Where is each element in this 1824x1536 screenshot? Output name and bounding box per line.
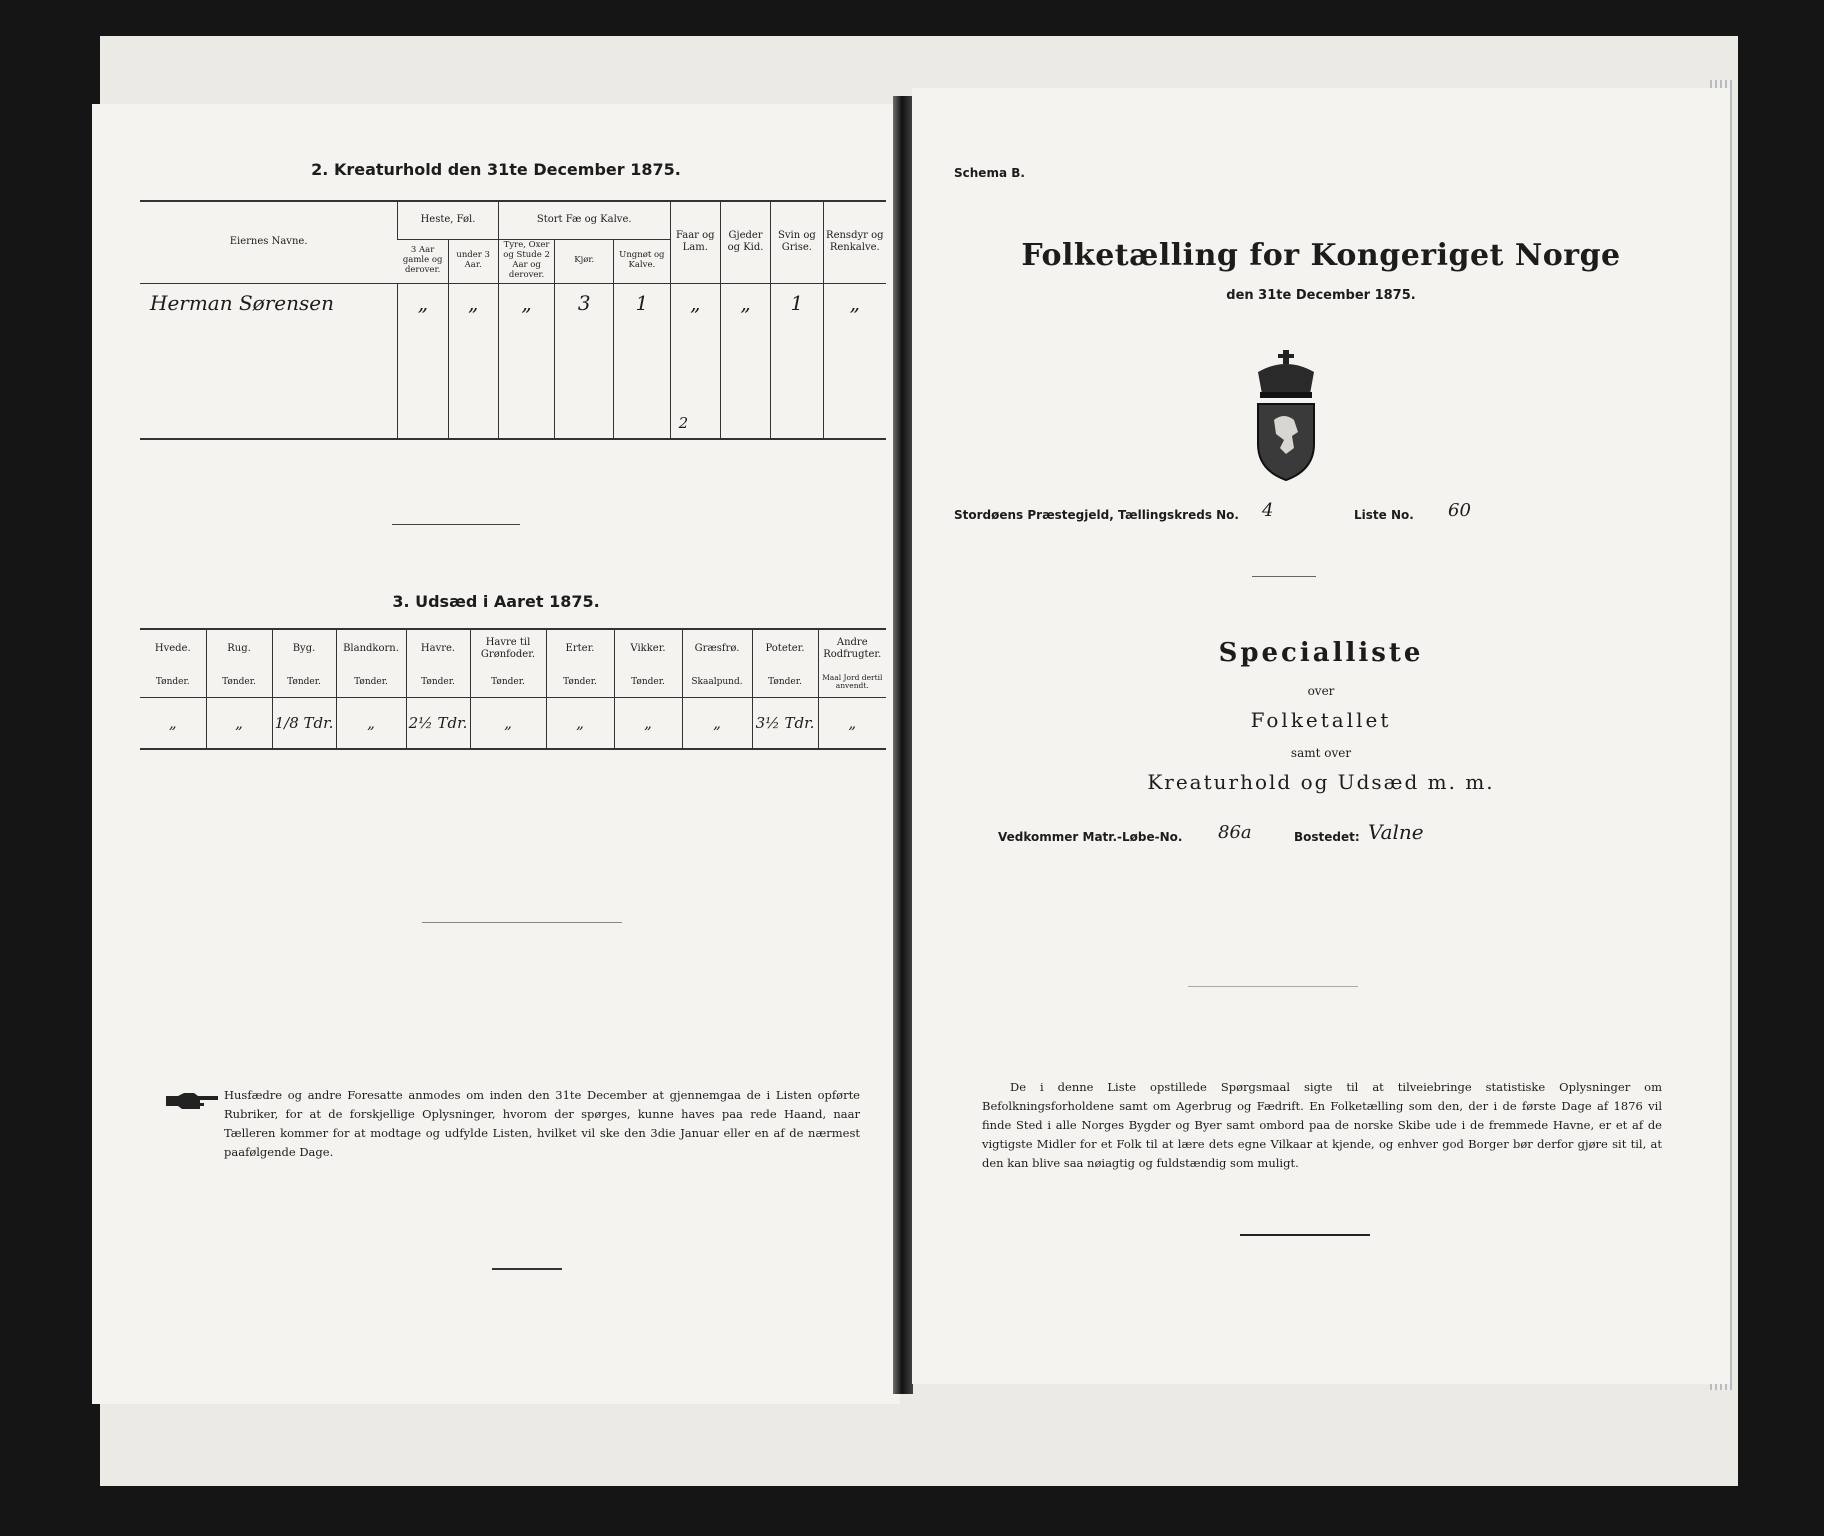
cell: 1 <box>771 283 823 323</box>
district-number: 4 <box>1262 500 1274 521</box>
cell: „ <box>448 283 498 323</box>
cell: „ <box>614 697 682 749</box>
pointing-hand-icon <box>164 1090 220 1114</box>
livestock-seed-label: Kreaturhold og Udsæd m. m. <box>1147 770 1495 794</box>
cell: „ <box>823 283 886 323</box>
unit-label: Tønder. <box>406 667 470 697</box>
coat-of-arms-icon <box>1246 350 1326 482</box>
unit-label: Tønder. <box>470 667 546 697</box>
left-page <box>92 104 900 1404</box>
table-row <box>140 351 886 379</box>
cell: 1/8 Tdr. <box>272 697 336 749</box>
schema-label: Schema B. <box>954 166 1025 180</box>
cell: „ <box>682 697 752 749</box>
owner-header: Eiernes Navne. <box>140 201 398 283</box>
sheep-header: Faar og Lam. <box>670 201 720 283</box>
table-row <box>140 283 886 323</box>
mixed-grain-header: Blandkorn. <box>336 629 406 667</box>
notice-text: Husfædre og andre Foresatte anmodes om inden den 31te December at gjennemgaa de i Listen opførte Rubriker, for at de forskjellige Oplysninger, hvorom der spørges, kunne haves paa rede Haand, naar Tælleren kommer for at modtage og udfylde Listen, hvilket vil ske den 3die Januar eller en af de nærmest paafølgende Dage. <box>224 1088 860 1159</box>
horses-header: Heste, Føl. <box>398 201 499 239</box>
goats-header: Gjeder og Kid. <box>720 201 770 283</box>
cell: 3½ Tdr. <box>752 697 818 749</box>
unit-label: Tønder. <box>155 676 190 687</box>
cell: „ <box>470 697 546 749</box>
matr-label: Vedkommer Matr.-Løbe-No. <box>998 830 1183 844</box>
unit-label: Tønder. <box>206 667 272 697</box>
cell: „ <box>720 283 770 323</box>
divider <box>392 524 520 525</box>
unit-label: Tønder. <box>336 667 406 697</box>
table-row <box>140 323 886 351</box>
vetch-header: Vikker. <box>614 629 682 667</box>
right-page <box>912 88 1730 1384</box>
divider <box>492 1268 562 1270</box>
table-row <box>140 379 886 407</box>
samt-over-label: samt over <box>1290 746 1352 760</box>
cell: „ <box>398 283 448 323</box>
special-list-title: Specialliste <box>1218 638 1424 668</box>
cell: „ <box>670 283 720 323</box>
census-date: den 31te December 1875. <box>1226 288 1416 303</box>
barley-header: Byg. <box>272 629 336 667</box>
cell: 2½ Tdr. <box>406 697 470 749</box>
root-crops-header: Andre Rodfrugter. <box>818 629 886 667</box>
residence-value: Valne <box>1368 820 1424 844</box>
green-fodder-header: Havre til Grønfoder. <box>470 629 546 667</box>
livestock-table <box>140 200 886 440</box>
divider <box>422 922 622 923</box>
pigs-header: Svin og Grise. <box>771 201 823 283</box>
rye-header: Rug. <box>206 629 272 667</box>
list-label: Liste No. <box>1354 508 1414 522</box>
horses-young-header: under 3 Aar. <box>448 239 498 283</box>
table-row <box>140 697 886 749</box>
cell: 1 <box>614 283 671 323</box>
divider <box>1240 1234 1370 1236</box>
unit-label: Tønder. <box>614 667 682 697</box>
wheat-header: Hvede. <box>140 629 206 667</box>
cell: „ <box>336 697 406 749</box>
peas-header: Erter. <box>546 629 614 667</box>
divider <box>1252 576 1316 577</box>
list-number: 60 <box>1448 500 1471 521</box>
unit-label: Tønder. <box>752 667 818 697</box>
reindeer-header: Rensdyr og Renkalve. <box>823 201 886 283</box>
calves-header: Ungnøt og Kalve. <box>614 239 671 283</box>
unit-label: Tønder. <box>272 667 336 697</box>
book-spine <box>893 96 913 1394</box>
cell: „ <box>498 283 555 323</box>
bulls-header: Tyre, Oxer og Stude 2 Aar og derover. <box>498 239 555 283</box>
population-label: Folketallet <box>1250 708 1392 732</box>
seed-table <box>140 628 886 750</box>
potatoes-header: Poteter. <box>752 629 818 667</box>
unit-label: Skaalpund. <box>682 667 752 697</box>
stray-mark: 2 <box>670 407 720 439</box>
seed-title: 3. Udsæd i Aaret 1875. <box>392 592 600 611</box>
unit-label: Tønder. <box>546 667 614 697</box>
table-row <box>140 407 886 439</box>
grass-seed-header: Græsfrø. <box>682 629 752 667</box>
parish-label: Stordøens Præstegjeld, Tællingskreds No. <box>954 508 1239 522</box>
residence-label: Bostedet: <box>1294 830 1360 844</box>
oats-header: Havre. <box>406 629 470 667</box>
livestock-title: 2. Kreaturhold den 31te December 1875. <box>311 160 681 179</box>
cell: „ <box>140 697 206 749</box>
cell: „ <box>546 697 614 749</box>
horses-old-header: 3 Aar gamle og derover. <box>398 239 448 283</box>
unit-label: Maal Jord dertil anvendt. <box>818 667 886 697</box>
cell: „ <box>206 697 272 749</box>
cell: „ <box>818 697 886 749</box>
purpose-paragraph: De i denne Liste opstillede Spørgsmaal sigte til at tilveiebringe statistiske Oplysninger om Befolkningsforholdene samt om Agerbrug og Fædrift. En Folketælling som den, der i de første Dage af 1876 vil finde Sted i alle Norges Bygder og Byer samt ombord paa de norske Skibe ude i de fremmede Havne, er et af de vigtigste Midler for et Folk til at lære dets egne Vilkaar at kjende, og enhver god Borger bør derfor gjøre sit til, at den kan blive saa nøiagtig og fuldstændig som muligt. <box>982 1080 1662 1170</box>
cattle-header: Stort Fæ og Kalve. <box>498 201 670 239</box>
census-title: Folketælling for Kongeriget Norge <box>1021 238 1621 273</box>
matr-number: 86a <box>1218 822 1252 843</box>
cows-header: Kjør. <box>555 239 614 283</box>
owner-name: Herman Sørensen <box>140 283 398 323</box>
over-label: over <box>1307 684 1335 698</box>
divider <box>1188 986 1358 987</box>
cell: 3 <box>555 283 614 323</box>
